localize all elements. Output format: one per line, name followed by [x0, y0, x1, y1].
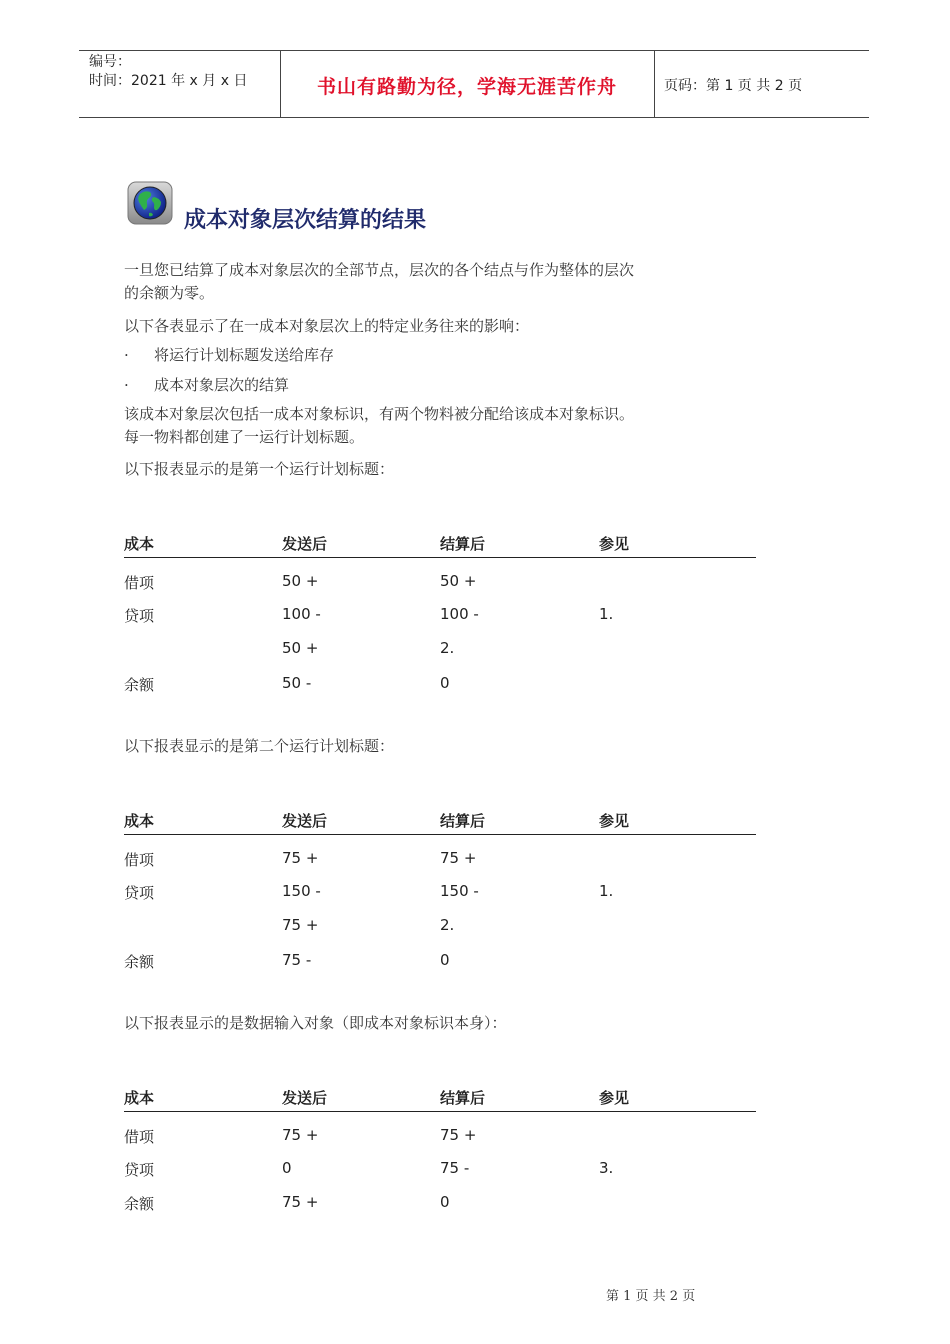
page-title: 成本对象层次结算的结果 — [184, 208, 427, 233]
header-cell: 发送后 — [282, 535, 328, 553]
table-cell: 75 + — [282, 1193, 319, 1212]
table-cell: 贷项 — [124, 1160, 155, 1179]
table-cell: 2. — [440, 639, 455, 658]
page-footer: 第 1 页 共 2 页 — [606, 1289, 696, 1304]
table-cell: 0 — [282, 1158, 292, 1177]
report-table-1 — [124, 533, 756, 696]
bullet-item: · 成本对象层次的结算 — [124, 376, 290, 394]
table-cell: 75 - — [440, 1158, 470, 1177]
report-table-3 — [124, 1087, 756, 1216]
table-cell: 借项 — [124, 1128, 155, 1146]
globe-icon — [127, 181, 173, 225]
table-cell: 1. — [599, 881, 614, 900]
table-cell: 75 + — [282, 916, 319, 935]
header-motto: 书山有路勤为径，学海无涯苦作舟 — [316, 76, 617, 98]
bullet-item: · 将运行计划标题发送给库存 — [124, 346, 335, 364]
table-row — [124, 593, 756, 628]
header-top-rule — [79, 50, 869, 51]
table-cell: 150 - — [440, 881, 479, 900]
intro2-paragraph: 以下各表显示了在一成本对象层次上的特定业务往来的影响： — [124, 317, 530, 335]
header-page-info: 页码：第 1 页 共 2 页 — [664, 78, 803, 94]
report-table-2 — [124, 810, 756, 973]
table-row — [124, 1181, 756, 1216]
table-cell: 贷项 — [124, 883, 155, 902]
header-cell: 参见 — [599, 1089, 630, 1107]
table-cell: 余额 — [124, 952, 155, 971]
table-cell: 0 — [440, 673, 450, 692]
table-row — [124, 627, 756, 662]
intro-line: 的余额为零。 — [124, 284, 215, 302]
header-separator — [654, 50, 655, 117]
number-label: 编号： — [89, 54, 131, 70]
table-cell: 0 — [440, 950, 450, 969]
bullet-text: 将运行计划标题发送给库存 — [154, 346, 335, 364]
header-cell: 发送后 — [282, 1089, 328, 1107]
table-cell: 75 + — [440, 1126, 477, 1144]
table-header-row — [124, 533, 756, 558]
table-header-row — [124, 1087, 756, 1112]
table-cell: 100 - — [282, 604, 321, 623]
table-cell: 75 + — [282, 1126, 319, 1144]
header-cell: 结算后 — [440, 812, 486, 830]
para3 — [124, 403, 724, 449]
header-bottom-rule — [79, 117, 869, 118]
table-row — [124, 939, 756, 974]
intro-line: 一旦您已结算了成本对象层次的全部节点，层次的各个结点与作为整体的层次 — [124, 261, 635, 279]
header-meta — [89, 53, 247, 91]
table-cell: 75 + — [440, 849, 477, 867]
table-cell: 1. — [599, 604, 614, 623]
header-cell: 结算后 — [440, 1089, 486, 1107]
table-cell: 余额 — [124, 675, 155, 694]
header-cell: 结算后 — [440, 535, 486, 553]
table-cell: 50 + — [282, 639, 319, 658]
table-row — [124, 558, 756, 593]
header-cell: 成本 — [124, 535, 155, 553]
table-cell: 借项 — [124, 851, 155, 869]
table-cell: 50 + — [282, 572, 319, 590]
table-cell: 50 - — [282, 673, 312, 692]
table-caption: 以下报表显示的是第一个运行计划标题： — [124, 460, 395, 478]
table-row — [124, 870, 756, 905]
table-header-row — [124, 810, 756, 835]
table-cell: 3. — [599, 1158, 614, 1177]
table-cell: 150 - — [282, 881, 321, 900]
table-row — [124, 662, 756, 697]
table-cell: 借项 — [124, 574, 155, 592]
table-row — [124, 1112, 756, 1147]
table-cell: 2. — [440, 916, 455, 935]
para3-line: 该成本对象层次包括一成本对象标识，有两个物料被分配给该成本对象标识。 — [124, 405, 635, 423]
bullet-text: 成本对象层次的结算 — [154, 376, 290, 394]
table-caption: 以下报表显示的是数据输入对象（即成本对象标识本身）： — [124, 1014, 507, 1032]
table-row — [124, 835, 756, 870]
header-cell: 成本 — [124, 1089, 155, 1107]
table-cell: 75 - — [282, 950, 312, 969]
header-cell: 发送后 — [282, 812, 328, 830]
intro-paragraph — [124, 259, 724, 305]
time-label: 时间：2021 年 x 月 x 日 — [89, 73, 248, 89]
table-cell: 0 — [440, 1193, 450, 1212]
table-cell: 贷项 — [124, 606, 155, 625]
table-row — [124, 1147, 756, 1182]
table-cell: 50 + — [440, 572, 477, 590]
table-caption: 以下报表显示的是第二个运行计划标题： — [124, 737, 395, 755]
header-cell: 参见 — [599, 535, 630, 553]
table-cell: 100 - — [440, 604, 479, 623]
para3-line: 每一物料都创建了一运行计划标题。 — [124, 428, 365, 446]
header-cell: 参见 — [599, 812, 630, 830]
table-row — [124, 904, 756, 939]
table-cell: 75 + — [282, 849, 319, 867]
table-cell: 余额 — [124, 1195, 155, 1214]
header-cell: 成本 — [124, 812, 155, 830]
